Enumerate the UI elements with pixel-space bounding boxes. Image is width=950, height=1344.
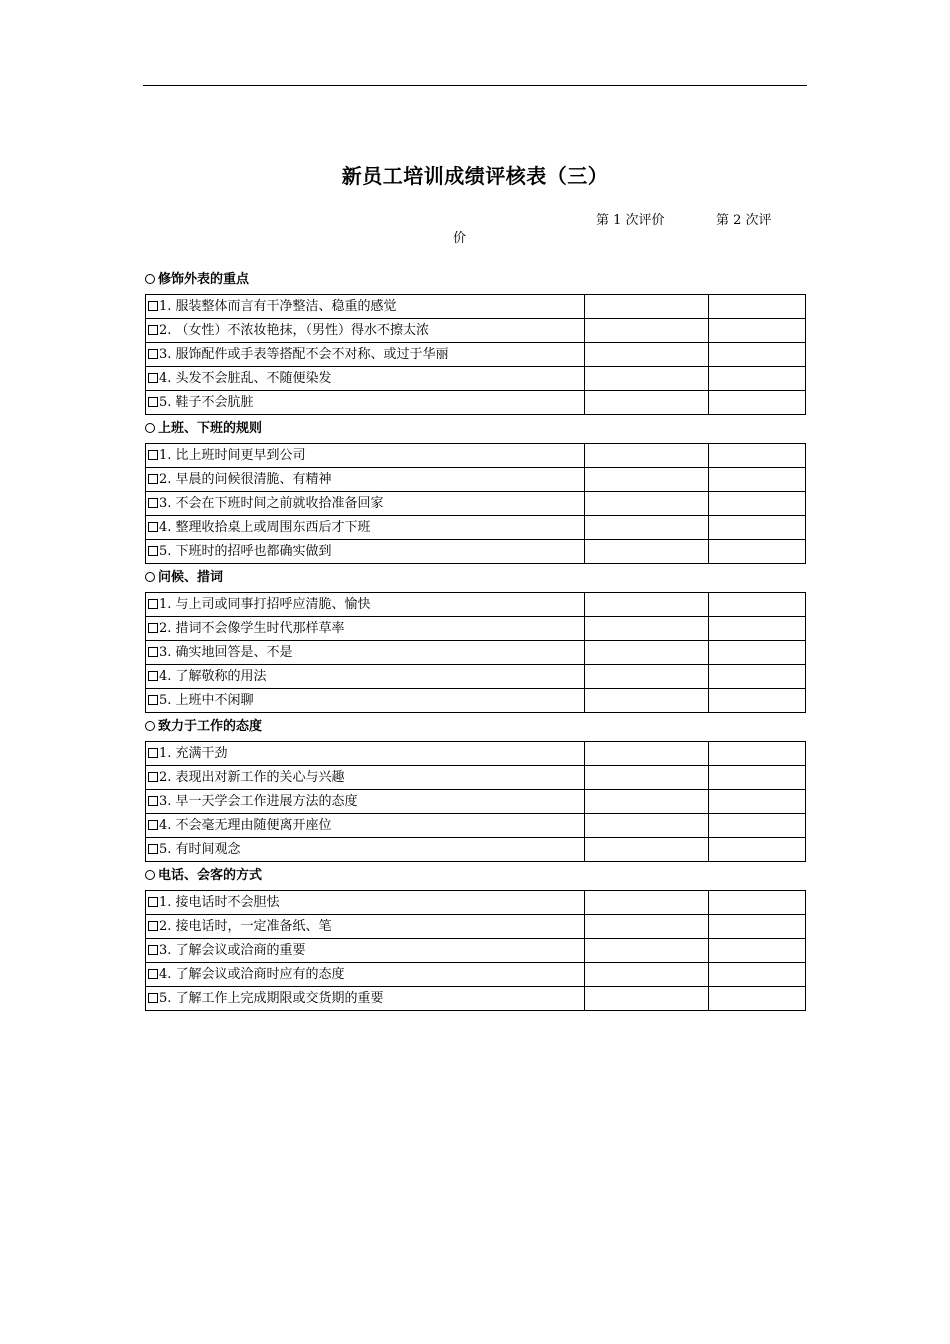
- first-evaluation-cell[interactable]: [585, 891, 709, 915]
- checklist-item-text: 1. 接电话时不会胆怯: [159, 895, 280, 910]
- first-evaluation-cell[interactable]: [585, 641, 709, 665]
- checkbox-icon[interactable]: [148, 820, 158, 830]
- table-row: [146, 963, 806, 987]
- evaluation-table: [145, 294, 806, 415]
- second-evaluation-cell[interactable]: [709, 367, 806, 391]
- checkbox-icon[interactable]: [148, 373, 158, 383]
- first-evaluation-cell[interactable]: [585, 766, 709, 790]
- column-header-second-evaluation-wrap: 价: [453, 231, 467, 246]
- first-evaluation-cell[interactable]: [585, 540, 709, 564]
- first-evaluation-cell[interactable]: [585, 689, 709, 713]
- first-evaluation-cell[interactable]: [585, 319, 709, 343]
- second-evaluation-cell[interactable]: [709, 516, 806, 540]
- evaluation-table: [145, 890, 806, 1011]
- second-evaluation-cell[interactable]: [709, 343, 806, 367]
- table-row: [146, 540, 806, 564]
- second-evaluation-cell[interactable]: [709, 838, 806, 862]
- checklist-item: [146, 468, 585, 492]
- evaluation-table: [145, 741, 806, 862]
- first-evaluation-cell[interactable]: [585, 838, 709, 862]
- checklist-item-text: 1. 比上班时间更早到公司: [159, 448, 306, 463]
- checkbox-icon[interactable]: [148, 397, 158, 407]
- table-row: [146, 814, 806, 838]
- table-row: [146, 689, 806, 713]
- checkbox-icon[interactable]: [148, 671, 158, 681]
- first-evaluation-cell[interactable]: [585, 963, 709, 987]
- first-evaluation-cell[interactable]: [585, 665, 709, 689]
- table-row: [146, 516, 806, 540]
- evaluation-sections: [145, 266, 805, 1011]
- checklist-item: [146, 641, 585, 665]
- checklist-item-text: 3. 服饰配件或手表等搭配不会不对称、或过于华丽: [159, 347, 449, 362]
- checklist-item-text: 5. 上班中不闲聊: [159, 693, 254, 708]
- checkbox-icon[interactable]: [148, 450, 158, 460]
- section-heading: [145, 415, 805, 443]
- table-row: [146, 641, 806, 665]
- checkbox-icon[interactable]: [148, 301, 158, 311]
- first-evaluation-cell[interactable]: [585, 939, 709, 963]
- second-evaluation-cell[interactable]: [709, 617, 806, 641]
- checklist-item-text: 4. 不会毫无理由随便离开座位: [159, 818, 332, 833]
- checkbox-icon[interactable]: [148, 945, 158, 955]
- first-evaluation-cell[interactable]: [585, 742, 709, 766]
- checkbox-icon[interactable]: [148, 897, 158, 907]
- checkbox-icon[interactable]: [148, 498, 158, 508]
- section-heading: [145, 564, 805, 592]
- table-row: [146, 915, 806, 939]
- first-evaluation-cell[interactable]: [585, 391, 709, 415]
- first-evaluation-cell[interactable]: [585, 814, 709, 838]
- checklist-item-text: 4. 了解会议或洽商时应有的态度: [159, 967, 345, 982]
- checklist-item-text: 2. （女性）不浓妆艳抹，（男性）得水不擦太浓: [159, 323, 430, 338]
- table-row: [146, 987, 806, 1011]
- checklist-item-text: 2. 表现出对新工作的关心与兴趣: [159, 770, 345, 785]
- section-heading: [145, 266, 805, 294]
- column-header-second-evaluation: 第 2 次评: [716, 213, 772, 228]
- second-evaluation-cell[interactable]: [709, 492, 806, 516]
- second-evaluation-cell[interactable]: [709, 295, 806, 319]
- circle-bullet-icon: [145, 274, 155, 284]
- second-evaluation-cell[interactable]: [709, 665, 806, 689]
- table-row: [146, 444, 806, 468]
- second-evaluation-cell[interactable]: [709, 742, 806, 766]
- circle-bullet-icon: [145, 721, 155, 731]
- circle-bullet-icon: [145, 870, 155, 880]
- page-title: 新员工培训成绩评核表（三）: [341, 164, 609, 188]
- checklist-item: [146, 939, 585, 963]
- checklist-item-text: 5. 有时间观念: [159, 842, 241, 857]
- checklist-item: [146, 689, 585, 713]
- checkbox-icon[interactable]: [148, 522, 158, 532]
- checklist-item: [146, 391, 585, 415]
- checkbox-icon[interactable]: [148, 748, 158, 758]
- first-evaluation-cell[interactable]: [585, 617, 709, 641]
- checklist-item: [146, 987, 585, 1011]
- table-row: [146, 343, 806, 367]
- circle-bullet-icon: [145, 423, 155, 433]
- first-evaluation-cell[interactable]: [585, 343, 709, 367]
- checkbox-icon[interactable]: [148, 349, 158, 359]
- checkbox-icon[interactable]: [148, 796, 158, 806]
- first-evaluation-cell[interactable]: [585, 367, 709, 391]
- first-evaluation-cell[interactable]: [585, 593, 709, 617]
- checklist-item-text: 3. 确实地回答是、不是: [159, 645, 293, 660]
- second-evaluation-cell[interactable]: [709, 689, 806, 713]
- section-heading: [145, 713, 805, 741]
- checklist-item-text: 4. 整理收拾桌上或周围东西后才下班: [159, 520, 371, 535]
- first-evaluation-cell[interactable]: [585, 987, 709, 1011]
- checklist-item-text: 5. 鞋子不会肮脏: [159, 395, 254, 410]
- table-row: [146, 492, 806, 516]
- checklist-item-text: 2. 措词不会像学生时代那样草率: [159, 621, 345, 636]
- checklist-item: [146, 593, 585, 617]
- first-evaluation-cell[interactable]: [585, 444, 709, 468]
- table-row: [146, 891, 806, 915]
- checkbox-icon[interactable]: [148, 546, 158, 556]
- checklist-item: [146, 915, 585, 939]
- table-row: [146, 593, 806, 617]
- second-evaluation-cell[interactable]: [709, 641, 806, 665]
- checklist-item: [146, 516, 585, 540]
- second-evaluation-cell[interactable]: [709, 891, 806, 915]
- checkbox-icon[interactable]: [148, 844, 158, 854]
- table-row: [146, 838, 806, 862]
- second-evaluation-cell[interactable]: [709, 963, 806, 987]
- section-heading-text: 上班、下班的规则: [158, 421, 263, 436]
- checklist-item: [146, 367, 585, 391]
- second-evaluation-cell[interactable]: [709, 593, 806, 617]
- section-heading-text: 修饰外表的重点: [158, 272, 250, 287]
- second-evaluation-cell[interactable]: [709, 444, 806, 468]
- second-evaluation-cell[interactable]: [709, 987, 806, 1011]
- checklist-item: [146, 444, 585, 468]
- section-heading-text: 问候、措词: [158, 570, 224, 585]
- checklist-item: [146, 665, 585, 689]
- first-evaluation-cell[interactable]: [585, 915, 709, 939]
- checklist-item-text: 5. 下班时的招呼也都确实做到: [159, 544, 332, 559]
- checklist-item-text: 3. 不会在下班时间之前就收拾准备回家: [159, 496, 384, 511]
- header-rule: [143, 85, 807, 86]
- checklist-item-text: 3. 了解会议或洽商的重要: [159, 943, 306, 958]
- checklist-item: [146, 838, 585, 862]
- checklist-item-text: 4. 头发不会脏乱、不随便染发: [159, 371, 332, 386]
- section-heading: [145, 862, 805, 890]
- checkbox-icon[interactable]: [148, 325, 158, 335]
- evaluation-table: [145, 592, 806, 713]
- checkbox-icon[interactable]: [148, 969, 158, 979]
- second-evaluation-cell[interactable]: [709, 468, 806, 492]
- checkbox-icon[interactable]: [148, 599, 158, 609]
- section-heading-text: 电话、会客的方式: [158, 868, 263, 883]
- checkbox-icon[interactable]: [148, 695, 158, 705]
- table-row: [146, 391, 806, 415]
- checklist-item: [146, 295, 585, 319]
- checklist-item: [146, 343, 585, 367]
- checklist-item: [146, 891, 585, 915]
- checkbox-icon[interactable]: [148, 921, 158, 931]
- checklist-item-text: 1. 服装整体而言有干净整洁、稳重的感觉: [159, 299, 397, 314]
- evaluation-table: [145, 443, 806, 564]
- section-heading-text: 致力于工作的态度: [158, 719, 263, 734]
- second-evaluation-cell[interactable]: [709, 391, 806, 415]
- table-row: [146, 665, 806, 689]
- checklist-item: [146, 492, 585, 516]
- table-row: [146, 367, 806, 391]
- table-row: [146, 468, 806, 492]
- table-row: [146, 617, 806, 641]
- checklist-item-text: 3. 早一天学会工作进展方法的态度: [159, 794, 358, 809]
- checklist-item: [146, 790, 585, 814]
- second-evaluation-cell[interactable]: [709, 319, 806, 343]
- checklist-item-text: 2. 早晨的问候很清脆、有精神: [159, 472, 332, 487]
- first-evaluation-cell[interactable]: [585, 295, 709, 319]
- checkbox-icon[interactable]: [148, 647, 158, 657]
- checklist-item: [146, 814, 585, 838]
- second-evaluation-cell[interactable]: [709, 766, 806, 790]
- checkbox-icon[interactable]: [148, 623, 158, 633]
- table-row: [146, 939, 806, 963]
- checklist-item: [146, 540, 585, 564]
- table-row: [146, 319, 806, 343]
- checklist-item: [146, 742, 585, 766]
- column-header-first-evaluation: 第 1 次评价: [596, 213, 665, 228]
- first-evaluation-cell[interactable]: [585, 468, 709, 492]
- table-row: [146, 790, 806, 814]
- checklist-item: [146, 963, 585, 987]
- checklist-item-text: 1. 充满干劲: [159, 746, 228, 761]
- checkbox-icon[interactable]: [148, 772, 158, 782]
- first-evaluation-cell[interactable]: [585, 516, 709, 540]
- checklist-item: [146, 766, 585, 790]
- first-evaluation-cell[interactable]: [585, 790, 709, 814]
- checklist-item-text: 1. 与上司或同事打招呼应清脆、愉快: [159, 597, 371, 612]
- second-evaluation-cell[interactable]: [709, 814, 806, 838]
- table-row: [146, 295, 806, 319]
- checklist-item: [146, 617, 585, 641]
- checklist-item-text: 5. 了解工作上完成期限或交货期的重要: [159, 991, 384, 1006]
- first-evaluation-cell[interactable]: [585, 492, 709, 516]
- table-row: [146, 742, 806, 766]
- table-row: [146, 766, 806, 790]
- checkbox-icon[interactable]: [148, 474, 158, 484]
- checklist-item-text: 2. 接电话时，一定准备纸、笔: [159, 919, 332, 934]
- circle-bullet-icon: [145, 572, 155, 582]
- second-evaluation-cell[interactable]: [709, 540, 806, 564]
- second-evaluation-cell[interactable]: [709, 939, 806, 963]
- checkbox-icon[interactable]: [148, 993, 158, 1003]
- second-evaluation-cell[interactable]: [709, 790, 806, 814]
- checklist-item-text: 4. 了解敬称的用法: [159, 669, 267, 684]
- second-evaluation-cell[interactable]: [709, 915, 806, 939]
- checklist-item: [146, 319, 585, 343]
